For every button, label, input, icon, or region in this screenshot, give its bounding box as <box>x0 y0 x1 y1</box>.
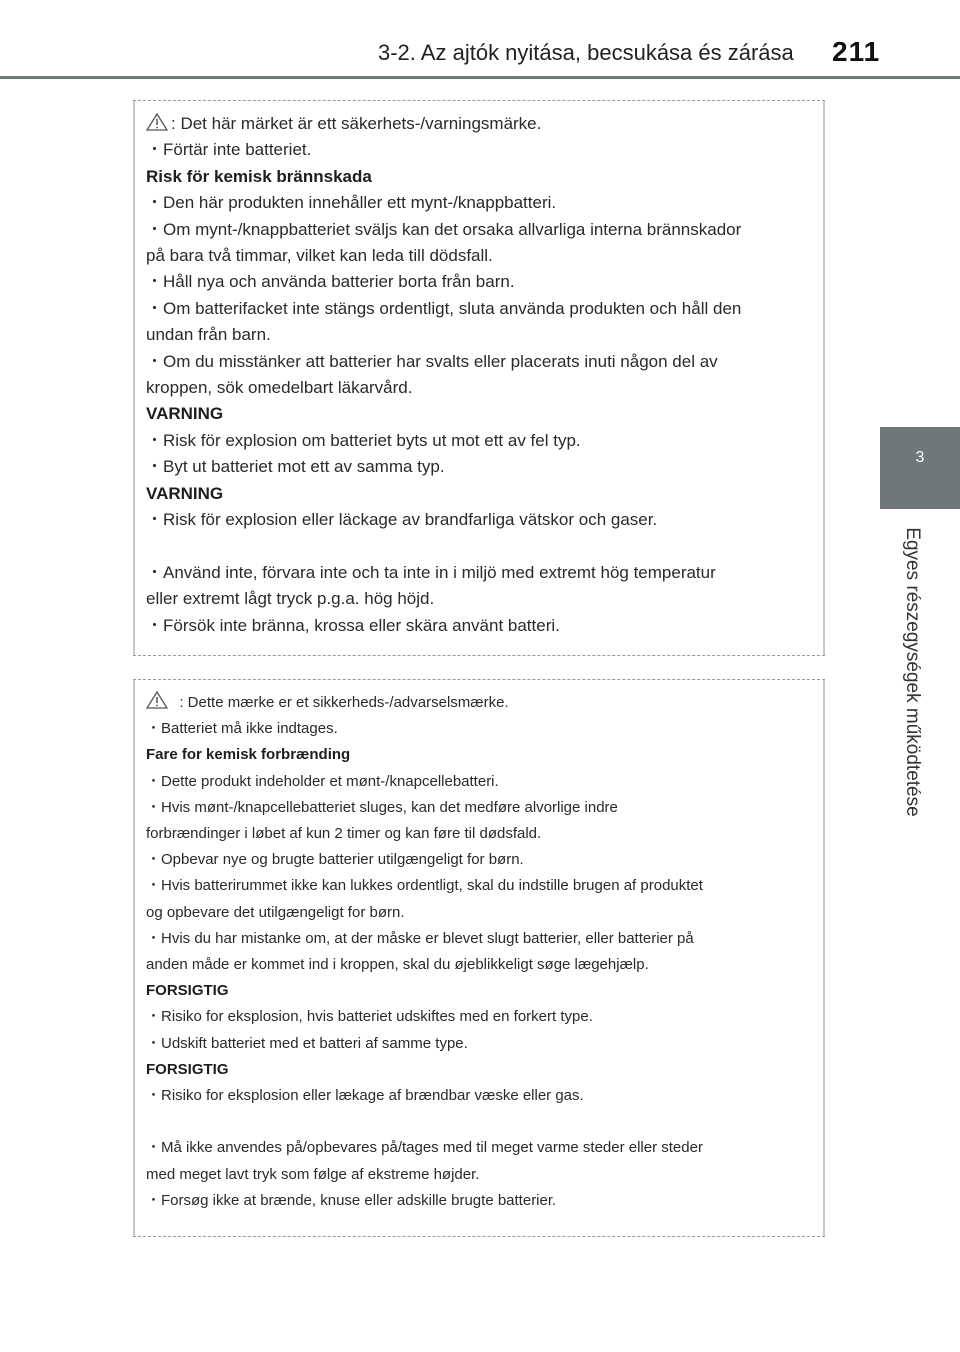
list-item: ・Hvis batterirummet ikke kan lukkes ordentligt, skal du indstille brugen af produktet <box>146 877 703 895</box>
blank-line <box>146 1109 806 1135</box>
list-item-continuation: kroppen, sök omedelbart läkarvård. <box>146 378 413 398</box>
list-item-continuation: eller extremt lågt tryck p.g.a. hög höjd. <box>146 589 435 609</box>
list-item: ・Opbevar nye og brugte batterier utilgængeligt for børn. <box>146 851 524 869</box>
subheading: Fare for kemisk forbrænding <box>146 746 351 764</box>
list-item: ・Hvis du har mistanke om, at der måske er blevet slugt batterier, eller batterier på <box>146 929 694 947</box>
subheading: VARNING <box>146 404 224 424</box>
warning-triangle-icon <box>146 113 168 131</box>
list-item-continuation: anden måde er kommet ind i kroppen, skal du øjeblikkeligt søge lægehjælp. <box>146 956 649 974</box>
list-item-continuation: med meget lavt tryk som følge af ekstreme højder. <box>146 1165 480 1183</box>
subheading: Risk för kemisk brännskada <box>146 166 372 186</box>
list-item: ・Försök inte bränna, krossa eller skära använt batteri. <box>146 615 560 635</box>
header-divider <box>0 76 960 79</box>
list-item: ・Risk för explosion om batteriet byts ut mot ett av fel typ. <box>146 430 581 450</box>
list-item: ・Byt ut batteriet mot ett av samma typ. <box>146 457 445 477</box>
page-number: 211 <box>832 36 881 67</box>
warning-triangle-icon <box>146 691 168 709</box>
list-item-continuation: og opbevare det utilgængeligt for børn. <box>146 903 405 921</box>
warning-symbol-text: : Det här märket är ett säkerhets-/varningsmärke. <box>171 114 542 133</box>
list-item: ・Dette produkt indeholder et mønt-/knapcellebatteri. <box>146 772 499 790</box>
list-item: ・Om batterifacket inte stängs ordentligt, sluta använda produkten och håll den <box>146 298 742 318</box>
list-item: ・Batteriet må ikke indtages. <box>146 720 338 738</box>
subheading: FORSIGTIG <box>146 982 229 1000</box>
danish-warning-box <box>133 679 825 1237</box>
list-item: ・Om du misstänker att batterier har svalts eller placerats inuti någon del av <box>146 351 718 371</box>
list-item: ・Håll nya och använda batterier borta från barn. <box>146 272 515 292</box>
list-item-continuation: på bara två timmar, vilket kan leda till dödsfall. <box>146 246 493 266</box>
list-item: ・Risiko for eksplosion eller lækage af brændbar væske eller gas. <box>146 1087 584 1105</box>
list-item: ・Om mynt-/knappbatteriet sväljs kan det orsaka allvarliga interna brännskador <box>146 219 742 239</box>
list-item: ・Forsøg ikke at brænde, knuse eller adskille brugte batterier. <box>146 1191 557 1209</box>
chapter-number: 3 <box>915 449 925 466</box>
warning-symbol-line <box>146 690 806 716</box>
section-title: 3-2. Az ajtók nyitása, becsukása és zárása <box>378 40 794 65</box>
page-header <box>0 0 960 78</box>
list-item: ・Risiko for eksplosion, hvis batteriet udskiftes med en forkert type. <box>146 1008 593 1026</box>
subheading: FORSIGTIG <box>146 1060 229 1078</box>
list-item: ・Förtär inte batteriet. <box>146 140 312 160</box>
list-item-continuation: forbrændinger i løbet af kun 2 timer og kan føre til dødsfald. <box>146 825 542 843</box>
list-item: ・Använd inte, förvara inte och ta inte in i miljö med extremt hög temperatur <box>146 562 716 582</box>
list-item: ・Må ikke anvendes på/opbevares på/tages med til meget varme steder eller steder <box>146 1139 703 1157</box>
chapter-label: Egyes részegységek működtetése <box>902 527 923 817</box>
warning-symbol-text: : Dette mærke er et sikkerheds-/advarselsmærke. <box>179 694 509 711</box>
list-item: ・Den här produkten innehåller ett mynt-/knappbatteri. <box>146 193 557 213</box>
chapter-tab <box>880 427 960 509</box>
list-item-continuation: undan från barn. <box>146 325 271 345</box>
subheading: VARNING <box>146 483 224 503</box>
swedish-warning-box <box>133 100 825 656</box>
list-item: ・Hvis mønt-/knapcellebatteriet sluges, kan det medføre alvorlige indre <box>146 798 618 816</box>
warning-symbol-line <box>146 111 806 137</box>
list-item: ・Udskift batteriet med et batteri af samme type. <box>146 1034 468 1052</box>
blank-line <box>146 534 806 560</box>
list-item: ・Risk för explosion eller läckage av brandfarliga vätskor och gaser. <box>146 510 658 530</box>
